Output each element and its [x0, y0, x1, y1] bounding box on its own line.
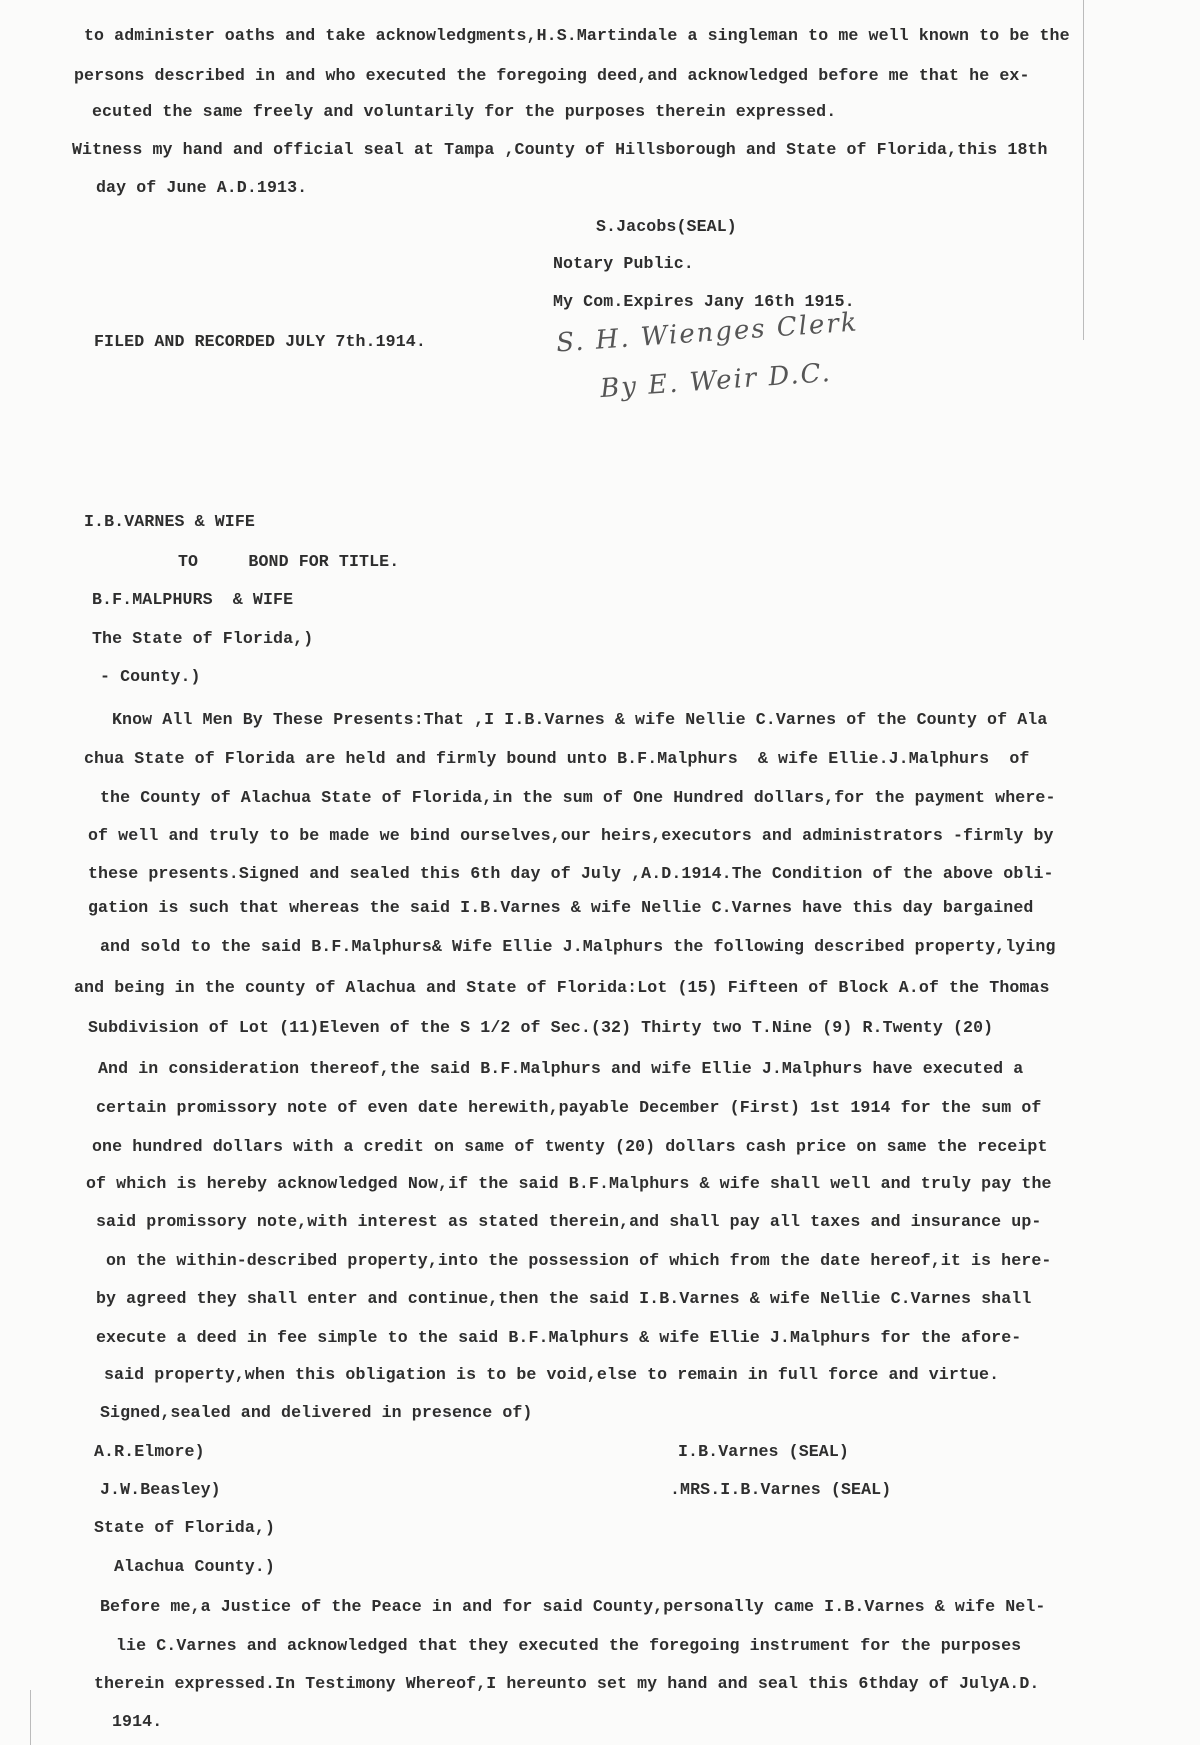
- bond-body-line: on the within-described property,into the possession of which from the date hereof,it is here-: [106, 1251, 1052, 1270]
- ack-line: 1914.: [112, 1712, 163, 1731]
- bond-body-line: by agreed they shall enter and continue,then the said I.B.Varnes & wife Nellie C.Varnes shall: [96, 1289, 1032, 1308]
- venue-state: The State of Florida,): [92, 629, 314, 648]
- bond-body-line: chua State of Florida are held and firmly bound unto B.F.Malphurs & wife Ellie.J.Malphurs of: [84, 749, 1030, 768]
- notary-line: ecuted the same freely and voluntarily for the purposes therein expressed.: [92, 102, 837, 121]
- page-edge-right: [1083, 0, 1084, 340]
- bond-body-line: the County of Alachua State of Florida,in the sum of One Hundred dollars,for the payment where-: [100, 788, 1056, 807]
- notary-commission: My Com.Expires Jany 16th 1915.: [553, 292, 855, 311]
- bond-body-line: of well and truly to be made we bind ourselves,our heirs,executors and administrators -firmly by: [88, 826, 1054, 845]
- filed-recorded: FILED AND RECORDED JULY 7th.1914.: [94, 332, 426, 351]
- deputy-clerk-signature: By E. Weir D.C.: [599, 357, 833, 405]
- bond-body-line: one hundred dollars with a credit on same of twenty (20) dollars cash price on same the receipt: [92, 1137, 1048, 1156]
- signer-1: I.B.Varnes (SEAL): [678, 1442, 849, 1461]
- bond-body-line: of which is hereby acknowledged Now,if the said B.F.Malphurs & wife shall well and truly pay the: [86, 1174, 1052, 1193]
- bond-body-line: certain promissory note of even date herewith,payable December (First) 1st 1914 for the sum of: [96, 1098, 1042, 1117]
- notary-line: to administer oaths and take acknowledgments,H.S.Martindale a singleman to me well known to be the: [84, 26, 1070, 45]
- witness-2: J.W.Beasley): [100, 1480, 221, 1499]
- bond-title: TO BOND FOR TITLE.: [178, 552, 400, 571]
- page-edge-left: [30, 1690, 31, 1745]
- bond-body-line: and being in the county of Alachua and State of Florida:Lot (15) Fifteen of Block A.of the Thomas: [74, 978, 1050, 997]
- bond-body-line: Signed,sealed and delivered in presence of): [100, 1403, 533, 1422]
- bond-body-line: Subdivision of Lot (11)Eleven of the S 1/2 of Sec.(32) Thirty two T.Nine (9) R.Twenty (20): [88, 1018, 994, 1037]
- bond-body-line: gation is such that whereas the said I.B.Varnes & wife Nellie C.Varnes have this day bargained: [88, 898, 1034, 917]
- bond-body-line: said property,when this obligation is to be void,else to remain in full force and virtue.: [104, 1365, 1000, 1384]
- bond-body-line: And in consideration thereof,the said B.F.Malphurs and wife Ellie J.Malphurs have executed a: [98, 1059, 1024, 1078]
- bond-body-line: these presents.Signed and sealed this 6th day of July ,A.D.1914.The Condition of the above obli-: [88, 864, 1054, 883]
- notary-line: day of June A.D.1913.: [96, 178, 308, 197]
- bond-body-line: execute a deed in fee simple to the said B.F.Malphurs & wife Ellie J.Malphurs for the afore-: [96, 1328, 1022, 1347]
- venue-county: - County.): [100, 667, 201, 686]
- clerk-signature: S. H. Wienges Clerk: [555, 307, 860, 359]
- ack-line: lie C.Varnes and acknowledged that they executed the foregoing instrument for the purposes: [116, 1636, 1022, 1655]
- party-grantee: B.F.MALPHURS & WIFE: [92, 590, 294, 609]
- ack-line: therein expressed.In Testimony Whereof,I hereunto set my hand and seal this 6thday of JulyA.D.: [94, 1674, 1040, 1693]
- ack-county: Alachua County.): [114, 1557, 275, 1576]
- witness-1: A.R.Elmore): [94, 1442, 205, 1461]
- bond-body-line: said promissory note,with interest as stated therein,and shall pay all taxes and insurance up-: [96, 1212, 1042, 1231]
- notary-line: persons described in and who executed the foregoing deed,and acknowledged before me that he ex-: [74, 66, 1030, 85]
- notary-title: Notary Public.: [553, 254, 694, 273]
- ack-line: Before me,a Justice of the Peace in and for said County,personally came I.B.Varnes & wife Nel-: [100, 1597, 1046, 1616]
- signer-2: .MRS.I.B.Varnes (SEAL): [670, 1480, 892, 1499]
- ack-state: State of Florida,): [94, 1518, 276, 1537]
- party-grantor: I.B.VARNES & WIFE: [84, 512, 255, 531]
- notary-signature: S.Jacobs(SEAL): [596, 217, 737, 236]
- bond-body-line: and sold to the said B.F.Malphurs& Wife Ellie J.Malphurs the following described property,lying: [100, 937, 1056, 956]
- bond-body-line: Know All Men By These Presents:That ,I I.B.Varnes & wife Nellie C.Varnes of the County of Ala: [112, 710, 1048, 729]
- notary-line: Witness my hand and official seal at Tampa ,County of Hillsborough and State of Florida,this 18th: [72, 140, 1048, 159]
